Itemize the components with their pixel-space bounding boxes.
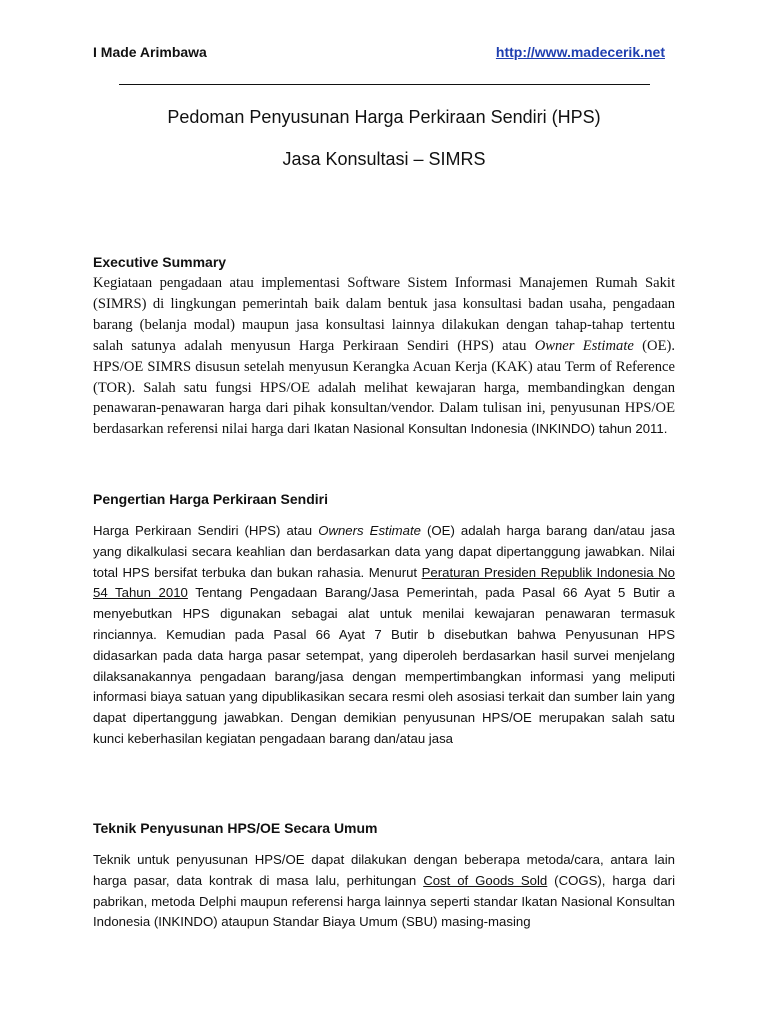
text-run: (COGS), harga dari pabrikan, metoda Delphi maupun referensi harga lainnya seperti standar Ikatan Nasional Konsultan Indonesia (INKINDO) ataupun Standar Biaya Umum (SBU) masing-masing: [93, 872, 675, 930]
text-run-sans: Ikatan Nasional Konsultan Indonesia (INKINDO) tahun 2011.: [313, 421, 668, 437]
italic-term: Owner Estimate: [534, 337, 634, 354]
executive-summary-paragraph: [93, 273, 675, 440]
text-run: (OE). HPS/OE SIMRS disusun setelah menyusun Kerangka Acuan Kerja (KAK) atau Term of Reference (TOR). Salah satu fungsi HPS/OE adalah melihat kewajaran harga, membandingkan dengan penawaran-penawaran harga dari pihak konsultan/vendor. Dalam tulisan ini, penyusunan HPS/OE berdasarkan referensi nilai harga dari: [93, 337, 675, 438]
italic-term: Owners Estimate: [318, 523, 421, 538]
website-link[interactable]: http://www.madecerik.net: [495, 44, 665, 60]
document-subtitle: Jasa Konsultasi – SIMRS: [282, 149, 486, 169]
text-run: Teknik untuk penyusunan HPS/OE dapat dilakukan dengan beberapa metoda/cara, antara lain harga pasar, data kontrak di masa lalu, perhitungan: [93, 852, 675, 888]
section-heading-teknik: Teknik Penyusunan HPS/OE Secara Umum: [93, 820, 378, 836]
text-run: (OE) adalah harga barang dan/atau jasa yang dikalkulasi secara keahlian dan berdasarkan data yang dapat dipertanggung jawabkan. Nilai total HPS bersifat terbuka dan bukan rahasia. Menurut: [93, 523, 675, 580]
page-header: [93, 44, 668, 66]
teknik-paragraph: [93, 850, 675, 933]
header-divider: [119, 84, 650, 85]
perpres-link[interactable]: Peraturan Presiden Republik Indonesia No 54 Tahun 2010: [93, 564, 676, 601]
cogs-link[interactable]: Cost of Goods Sold: [423, 872, 548, 888]
section-heading-executive-summary: Executive Summary: [93, 254, 227, 270]
section-heading-pengertian: Pengertian Harga Perkiraan Sendiri: [93, 491, 328, 507]
text-run: Tentang Pengadaan Barang/Jasa Pemerintah, pada Pasal 66 Ayat 5 Butir a menyebutkan HPS digunakan sebagai alat untuk menilai kewajaran penawaran termasuk rinciannya. Kemudian pada Pasal 66 Ayat 7 Butir b disebutkan bahwa Penyusunan HPS didasarkan pada data harga pasar setempat, yang diperoleh berdasarkan hasil survei menjelang dilaksanakannya pengadaan barang/jasa dengan mempertimbangkan informasi yang meliputi informasi biaya satuan yang dipublikasikan secara resmi oleh asosiasi terkait dan sumber lain yang dapat dipertanggung jawabkan. Dengan demikian penyusunan HPS/OE merupakan salah satu kunci keberhasilan kegiatan pengadaan barang dan/atau jasa: [93, 585, 675, 746]
author-name: I Made Arimbawa: [93, 44, 207, 60]
text-run: Kegiataan pengadaan atau implementasi Software Sistem Informasi Manajemen Rumah Sakit (SIMRS) di lingkungan pemerintah baik dalam bentuk jasa konsultasi badan usaha, pengadaan barang (belanja modal) maupun jasa konsultasi lainnya dilakukan dengan tahap-tahap tertentu salah satunya adalah menyusun Harga Perkiraan Sendiri (HPS) atau: [93, 275, 675, 354]
text-run: Harga Perkiraan Sendiri (HPS) atau: [93, 523, 319, 538]
pengertian-paragraph: [93, 521, 675, 750]
document-title: Pedoman Penyusunan Harga Perkiraan Sendiri (HPS): [167, 107, 601, 127]
